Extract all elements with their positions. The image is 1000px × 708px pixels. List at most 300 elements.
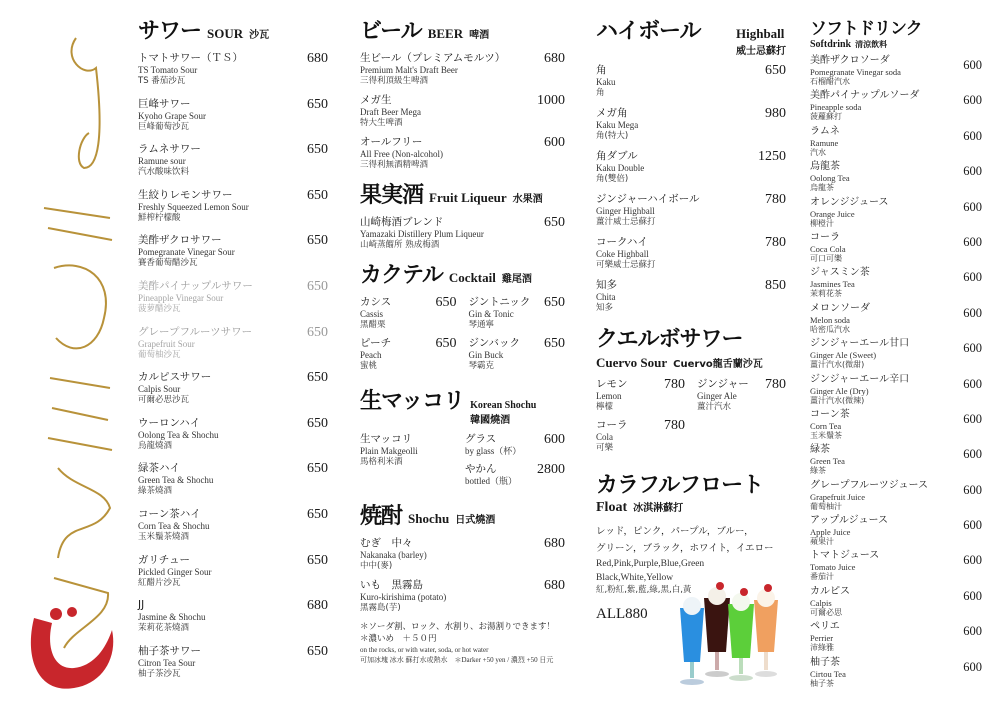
- item-name-jp: メロンソーダ: [810, 302, 870, 314]
- item-price: 650: [307, 370, 328, 386]
- menu-item: [138, 52, 328, 98]
- fruit-header: [360, 178, 565, 209]
- item-price: 680: [307, 51, 328, 66]
- item-name-jp: ジンジャーエール甘口: [810, 338, 910, 350]
- menu-item: [810, 656, 982, 691]
- item-name-jp: ウーロンハイ: [138, 416, 201, 429]
- beer-title-en: BEER: [427, 26, 464, 41]
- item-name-en: TS Tomato Sour: [138, 65, 198, 75]
- item-name-cn: 葡萄柚沙瓦: [138, 349, 181, 360]
- soft-title-jp: ソフトドリンク: [810, 19, 922, 39]
- item-name-cn: 玉米鬚茶: [810, 430, 842, 440]
- makgeolli-section: [360, 384, 565, 495]
- item-name-jp: ジントニック: [468, 296, 531, 308]
- shochu-title-jp: 焼酎: [360, 504, 403, 529]
- makgeolli-item: [360, 433, 565, 495]
- sour-title-en: SOUR: [207, 26, 244, 41]
- item-name-cn: 綠茶燒酒: [138, 486, 173, 497]
- item-name-jp: 巨峰サワー: [138, 97, 191, 110]
- item-price: 600: [963, 270, 982, 285]
- soft-subtitle: [810, 39, 887, 50]
- highball-title-jp: ハイボール: [596, 19, 701, 44]
- sour-header: [138, 14, 328, 45]
- menu-item: [360, 337, 457, 372]
- menu-item: [810, 302, 982, 337]
- sour-list: [138, 52, 328, 690]
- item-price: 600: [963, 93, 982, 108]
- item-name-cn: 鮮榨柠檬酸: [138, 212, 181, 223]
- item-price: 600: [963, 482, 982, 497]
- menu-item: [360, 94, 565, 129]
- item-name-jp: コーン茶: [810, 408, 850, 420]
- item-name-cn: 哈密瓜汽水: [810, 324, 850, 334]
- float-title-jp: カラフルフロート: [596, 473, 764, 498]
- item-name-jp: メガ角: [596, 107, 628, 119]
- item-name-jp: 角: [596, 64, 607, 76]
- item-name-en: Ramune sour: [138, 156, 186, 167]
- item-name-jp: オールフリー: [360, 136, 423, 148]
- menu-item: [596, 419, 685, 454]
- menu-item: [360, 296, 457, 331]
- highball-section: [596, 14, 786, 315]
- item-name-en: Orange Juice: [810, 208, 855, 219]
- item-price: 680: [307, 598, 328, 614]
- item-name-cn: 三得利頂級生啤酒: [360, 76, 429, 86]
- float-colors-cn: 紅,粉紅,紫,藍,綠,黑,白,黃: [596, 585, 692, 595]
- item-name-en: Corn Tea & Shochu: [138, 520, 210, 531]
- item-name-cn: 汽水: [810, 147, 826, 157]
- item-name-jp: メガ生: [360, 94, 392, 106]
- item-name-jp: 角ダブル: [596, 150, 638, 162]
- item-name-cn: 蘋果汁: [810, 537, 834, 547]
- item-name-cn: 可爾必思沙瓦: [138, 395, 190, 406]
- makgeolli-header: [360, 384, 565, 426]
- menu-item: [596, 236, 786, 272]
- item-name-cn: 可口可樂: [810, 253, 842, 263]
- soft-title-cn: 清涼飲料: [855, 40, 888, 49]
- item-name-jp: 美酢パイナップルサワー: [138, 279, 253, 292]
- item-price: 650: [307, 187, 328, 203]
- item-name-jp: 知多: [596, 279, 617, 291]
- item-name-jp: ジンジャーエール辛口: [810, 373, 910, 385]
- menu-item: [810, 620, 982, 655]
- menu-item: [138, 371, 328, 417]
- item-price: 650: [544, 295, 565, 310]
- soft-title-en: Softdrink: [810, 39, 852, 50]
- cocktail-title-cn: 雞尾酒: [501, 274, 532, 285]
- item-name-cn: 薑汁汽水(微甜): [810, 360, 865, 370]
- highball-column: [596, 14, 786, 627]
- menu-item: [469, 337, 566, 372]
- item-name-cn: 可爾必思: [810, 607, 842, 617]
- fruit-title-en: Fruit Liqueur: [429, 190, 507, 205]
- item-name-en: Cirtou Tea: [810, 668, 846, 679]
- menu-item: [596, 64, 786, 100]
- item-name-jp: 美酢ザクロサワー: [138, 234, 222, 247]
- item-name-cn: 琴通寧: [468, 320, 495, 330]
- item-name-en: Perrier: [810, 633, 834, 644]
- item-name-jp: 生絞りレモンサワー: [138, 188, 233, 201]
- item-price: 600: [963, 447, 982, 462]
- menu-item: [138, 98, 328, 144]
- item-price: 650: [544, 215, 565, 230]
- glass-price: 600: [544, 432, 565, 447]
- item-name-cn: 薑汁汽水(微辣): [810, 395, 865, 405]
- bottle-jp: やかん: [465, 463, 497, 475]
- item-price: 680: [544, 578, 565, 593]
- shochu-list: [360, 537, 565, 614]
- item-name-cn: 薑汁汽水: [697, 402, 732, 412]
- sour-title-jp: サワー: [138, 19, 202, 44]
- menu-item: [810, 585, 982, 620]
- item-price: 780: [765, 235, 786, 250]
- fruit-title-cn: 水果酒: [512, 194, 543, 205]
- item-price: 600: [963, 553, 982, 568]
- menu-item: [810, 160, 982, 195]
- item-name-jp: むぎ 中々: [360, 537, 413, 549]
- menu-item: [138, 234, 328, 280]
- item-price: 600: [544, 135, 565, 150]
- fruit-list: [360, 216, 565, 251]
- menu-item: [810, 266, 982, 301]
- item-price: 680: [544, 536, 565, 551]
- item-name-en: Pineapple Vinegar Sour: [138, 292, 224, 303]
- item-name-cn: 角(特大): [596, 131, 629, 141]
- item-price: 650: [307, 643, 328, 659]
- item-price: 650: [307, 278, 328, 294]
- beer-title-cn: 啤酒: [469, 30, 490, 41]
- item-name-en: Jasmine & Shochu: [138, 612, 206, 623]
- menu-item: [810, 54, 982, 89]
- item-name-en: Calpis Sour: [138, 384, 181, 395]
- item-name-en: Cassis: [360, 309, 384, 319]
- item-name-cn: 角: [596, 88, 605, 98]
- item-price: 650: [435, 295, 457, 310]
- item-name-en: Ramune: [810, 137, 839, 148]
- item-name-en: Freshly Squeezed Lemon Sour: [138, 201, 249, 212]
- sour-column: [138, 14, 328, 690]
- float-title-en: Float: [596, 500, 628, 515]
- menu-item: [810, 514, 982, 549]
- item-name-jp: カシス: [360, 296, 392, 308]
- item-name-jp: 山崎梅酒ブレンド: [360, 216, 444, 228]
- menu-item: [596, 193, 786, 229]
- cocktail-title-en: Cocktail: [448, 270, 496, 285]
- menu-item: [138, 143, 328, 189]
- makgeolli-title-cn: 韓國燒酒: [470, 415, 511, 426]
- item-price: 650: [544, 336, 565, 351]
- item-name-en: Pineapple soda: [810, 102, 862, 113]
- float-title-cn: 冰淇淋蘇打: [633, 503, 684, 514]
- item-price: 850: [765, 278, 786, 293]
- menu-item: [810, 337, 982, 372]
- item-name-jp: トマトサワー（ＴＳ）: [138, 52, 243, 64]
- item-name-cn: 葡萄柚汁: [810, 501, 842, 511]
- cocktail-title-jp: カクテル: [360, 263, 443, 288]
- item-name-jp: 柚子茶サワー: [138, 644, 201, 657]
- float-colors-jp-1: レッド，ピンク，パープル，ブルー，: [596, 526, 754, 537]
- item-name-cn: 賽香葡萄醋沙瓦: [138, 258, 198, 269]
- item-name-jp: 緑茶ハイ: [138, 462, 180, 475]
- item-price: 680: [544, 51, 565, 66]
- item-name-cn: 馬格利米酒: [360, 457, 403, 467]
- item-price: 600: [963, 341, 982, 356]
- fruit-title-jp: 果実酒: [360, 183, 424, 208]
- item-name-cn: 柳橙汁: [810, 218, 834, 228]
- item-name-jp: グレープフルーツサワー: [138, 325, 253, 338]
- item-name-en: Yamazaki Distillery Plum Liqueur: [360, 229, 484, 239]
- item-price: 650: [307, 142, 328, 158]
- menu-item: [138, 326, 328, 372]
- shochu-note-1: ＊ソーダ割、ロック、水割り、お湯割りできます！: [360, 622, 555, 632]
- item-name-en: All Free (Non-alcohol): [360, 149, 443, 159]
- shochu-section: [360, 499, 565, 665]
- item-name-en: Oolong Tea & Shochu: [138, 429, 219, 440]
- item-name-jp: コーン茶ハイ: [138, 507, 201, 520]
- soft-header: [810, 14, 982, 50]
- item-price: 600: [963, 624, 982, 639]
- menu-item: [138, 462, 328, 508]
- item-name-en: Cola: [596, 432, 613, 442]
- bottle-price: 2800: [537, 462, 565, 477]
- item-price: 650: [307, 233, 328, 249]
- softdrink-column: [810, 14, 982, 691]
- item-name-cn: 烏龍茶: [810, 183, 834, 193]
- item-name-cn: 番茄汁: [810, 572, 834, 582]
- fruit-section: [360, 178, 565, 251]
- item-name-en: Gin & Tonic: [468, 309, 514, 319]
- menu-item: [810, 549, 982, 584]
- item-name-en: Pickled Ginger Sour: [138, 566, 212, 577]
- item-price: 1250: [758, 149, 786, 164]
- item-name-en: Draft Beer Mega: [360, 107, 421, 117]
- menu-item: [360, 537, 565, 572]
- menu-item: [596, 279, 786, 315]
- item-name-en: Nakanaka (barley): [360, 550, 427, 560]
- item-name-cn: 柚子茶沙瓦: [138, 668, 181, 679]
- item-name-en: Kaku: [596, 77, 616, 87]
- item-price: 600: [963, 234, 982, 249]
- beer-header: [360, 14, 565, 45]
- menu-item: [138, 645, 328, 691]
- item-name-jp: ジンジャーハイボール: [596, 193, 700, 205]
- cuervo-header: [596, 355, 786, 371]
- menu-item: [596, 378, 685, 413]
- item-price: 600: [963, 588, 982, 603]
- item-name-jp: 美酢パイナップルソーダ: [810, 90, 920, 102]
- item-name-en: Green Tea & Shochu: [138, 475, 214, 486]
- item-name-cn: 角(雙倍): [596, 174, 629, 184]
- makgeolli-subtitle: [470, 400, 536, 426]
- item-name-cn: TS 番茄沙瓦: [138, 76, 186, 86]
- item-name-cn: 紅醋片沙瓦: [138, 577, 181, 588]
- item-name-jp: 生マッコリ: [360, 433, 413, 445]
- menu-item: [360, 216, 565, 251]
- item-name-cn: 綠茶: [810, 466, 826, 476]
- sour-title-cn: 沙瓦: [249, 30, 270, 41]
- menu-item: [138, 417, 328, 463]
- item-name-cn: 蜜桃: [360, 361, 378, 371]
- item-name-en: Pomegranate Vinegar Sour: [138, 247, 235, 258]
- item-name-jp: 美酢ザクロソーダ: [810, 55, 890, 66]
- menu-item: [596, 150, 786, 186]
- makgeolli-bottle: [465, 463, 517, 487]
- item-name-cn: 可樂: [596, 443, 614, 453]
- item-name-en: Premium Malt's Draft Beer: [360, 65, 458, 75]
- item-name-en: Ginger Ale (Dry): [810, 385, 869, 396]
- item-name-cn: 山崎蒸餾所 熟成梅酒: [360, 240, 440, 250]
- float-price: ALL880: [596, 606, 648, 622]
- item-price: 650: [307, 96, 328, 112]
- item-price: 600: [963, 199, 982, 214]
- item-name-jp: いも 黒霧島: [360, 579, 423, 591]
- item-name-cn: 柚子茶: [810, 678, 834, 688]
- makgeolli-title-jp: 生マッコリ: [360, 389, 465, 414]
- item-name-cn: 檸檬: [596, 402, 614, 412]
- item-name-jp: カルピス: [810, 585, 850, 597]
- makgeolli-glass: [465, 433, 521, 457]
- beer-title-jp: ビール: [360, 19, 422, 44]
- item-name-en: Oolong Tea: [810, 173, 850, 184]
- highball-subtitle: [736, 26, 786, 57]
- item-name-en: Green Tea: [810, 456, 845, 467]
- item-name-en: Kaku Double: [596, 163, 645, 173]
- cuervo-title-cn: Cuervo龍舌蘭沙瓦: [673, 359, 763, 370]
- item-name-en: Pomegranate Vinegar soda: [810, 67, 901, 77]
- cuervo-section: [596, 322, 786, 454]
- item-name-en: Citron Tea Sour: [138, 657, 196, 668]
- item-name-cn: 菠蘿蘇打: [810, 112, 842, 122]
- item-price: 650: [307, 552, 328, 568]
- menu-item: [810, 89, 982, 124]
- shochu-title-cn: 日式燒酒: [455, 515, 496, 526]
- item-name-en: Coke Highball: [596, 249, 649, 259]
- item-name-jp: コーラ: [596, 419, 628, 431]
- item-name-jp: 柚子茶: [810, 656, 840, 668]
- menu-item: [810, 408, 982, 443]
- cocktail-grid: [360, 296, 565, 372]
- highball-title-cn: 威士忌蘇打: [736, 46, 786, 57]
- vertical-title-logo: [14, 18, 126, 698]
- item-name-jp: ジンジャー: [697, 378, 749, 390]
- item-price: 600: [963, 305, 982, 320]
- menu-item: [138, 280, 328, 326]
- item-name-jp: レモン: [596, 378, 628, 390]
- item-price: 600: [963, 376, 982, 391]
- item-name-cn: 菠萝醋沙瓦: [138, 303, 181, 314]
- item-name-en: Kaku Mega: [596, 120, 639, 130]
- menu-item: [360, 136, 565, 171]
- item-name-cn: 中中(麥): [360, 561, 393, 571]
- highball-title-en: Highball: [736, 26, 785, 41]
- item-price: 600: [963, 518, 982, 533]
- shochu-title-en: Shochu: [408, 511, 450, 526]
- cocktail-section: [360, 258, 565, 372]
- shochu-note-3: on the rocks, or with water, soda, or hot water: [360, 646, 489, 654]
- menu-item: [810, 196, 982, 231]
- menu-item: [360, 579, 565, 614]
- item-name-cn: 汽水酸味饮料: [138, 167, 190, 178]
- item-name-cn: 黑醋栗: [360, 320, 386, 330]
- item-name-jp: アップルジュース: [810, 515, 888, 527]
- shochu-header: [360, 499, 565, 530]
- item-name-cn: 茉莉花茶: [810, 289, 842, 299]
- menu-item: [810, 479, 982, 514]
- item-price: 650: [435, 336, 457, 351]
- item-name-en: Grapefruit Juice: [810, 491, 865, 502]
- menu-item: [138, 189, 328, 235]
- menu-item: [469, 296, 566, 331]
- item-name-cn: 玉米鬚茶燒酒: [138, 531, 190, 542]
- makgeolli-title-en: Korean Shochu: [470, 400, 537, 411]
- float-colors-en-2: Black,White,Yellow: [596, 573, 674, 583]
- item-name-cn: 石榴醋汽水: [810, 77, 850, 86]
- item-name-cn: 烏龍燒酒: [138, 440, 173, 451]
- beer-column: [360, 14, 565, 669]
- shochu-note-2: ＊濃いめ ＋５０円: [360, 634, 437, 644]
- item-name-jp: コーラ: [810, 231, 840, 243]
- item-price: 1000: [537, 93, 565, 108]
- item-price: 600: [963, 659, 982, 674]
- item-name-en: Kuro-kirishima (potato): [360, 592, 447, 602]
- item-price: 600: [963, 58, 982, 72]
- item-name-en: Corn Tea: [810, 420, 842, 431]
- item-name-en: Ginger Ale (Sweet): [810, 350, 877, 361]
- item-name-en: Melon soda: [810, 314, 850, 325]
- item-name-en: Plain Makgeolli: [360, 446, 418, 456]
- menu-item: [138, 599, 328, 645]
- menu-item: [810, 125, 982, 160]
- item-name-en: Ginger Ale: [697, 391, 737, 401]
- item-price: 650: [307, 324, 328, 340]
- float-colors-en-1: Red,Pink,Purple,Blue,Green: [596, 559, 705, 569]
- item-price: 650: [765, 63, 786, 78]
- item-name-en: Kyoho Grape Sour: [138, 110, 206, 121]
- menu-item: [810, 443, 982, 478]
- item-name-en: Peach: [360, 350, 382, 360]
- item-name-jp: カルピスサワー: [138, 371, 212, 384]
- item-name-jp: ピーチ: [360, 337, 392, 349]
- item-name-cn: 知多: [596, 303, 614, 313]
- item-name-cn: 特大生啤酒: [360, 118, 403, 128]
- item-price: 780: [664, 418, 685, 433]
- item-price: 780: [765, 192, 786, 207]
- item-name-cn: 可樂威士忌蘇打: [596, 260, 656, 270]
- item-name-jp: ラムネ: [810, 125, 840, 137]
- item-name-en: Chita: [596, 292, 616, 302]
- item-name-cn: 三得利無酒精啤酒: [360, 160, 429, 170]
- soft-list: [810, 54, 982, 691]
- item-name-en: Calpis: [810, 597, 832, 608]
- item-name-cn: 茉莉花茶燒酒: [138, 623, 190, 634]
- item-name-jp: コークハイ: [596, 236, 648, 248]
- float-header: [596, 499, 786, 516]
- item-name-jp: ラムネサワー: [138, 143, 201, 156]
- menu-item: [810, 231, 982, 266]
- item-name-en: Tomato Juice: [810, 562, 856, 573]
- item-name-jp: オレンジジュース: [810, 196, 889, 208]
- beer-list: [360, 52, 565, 171]
- cuervo-title-jp: クエルボサワー: [596, 327, 743, 352]
- float-drinks-image: [674, 578, 784, 690]
- item-name-cn: 黑霧島(芋): [360, 603, 401, 613]
- beer-section: [360, 14, 565, 171]
- item-name-en: Lemon: [596, 391, 622, 401]
- item-price: 650: [307, 461, 328, 477]
- item-name-en: Grapefruit Sour: [138, 338, 195, 349]
- item-price: 650: [307, 506, 328, 522]
- item-name-jp: ジンバック: [468, 337, 521, 349]
